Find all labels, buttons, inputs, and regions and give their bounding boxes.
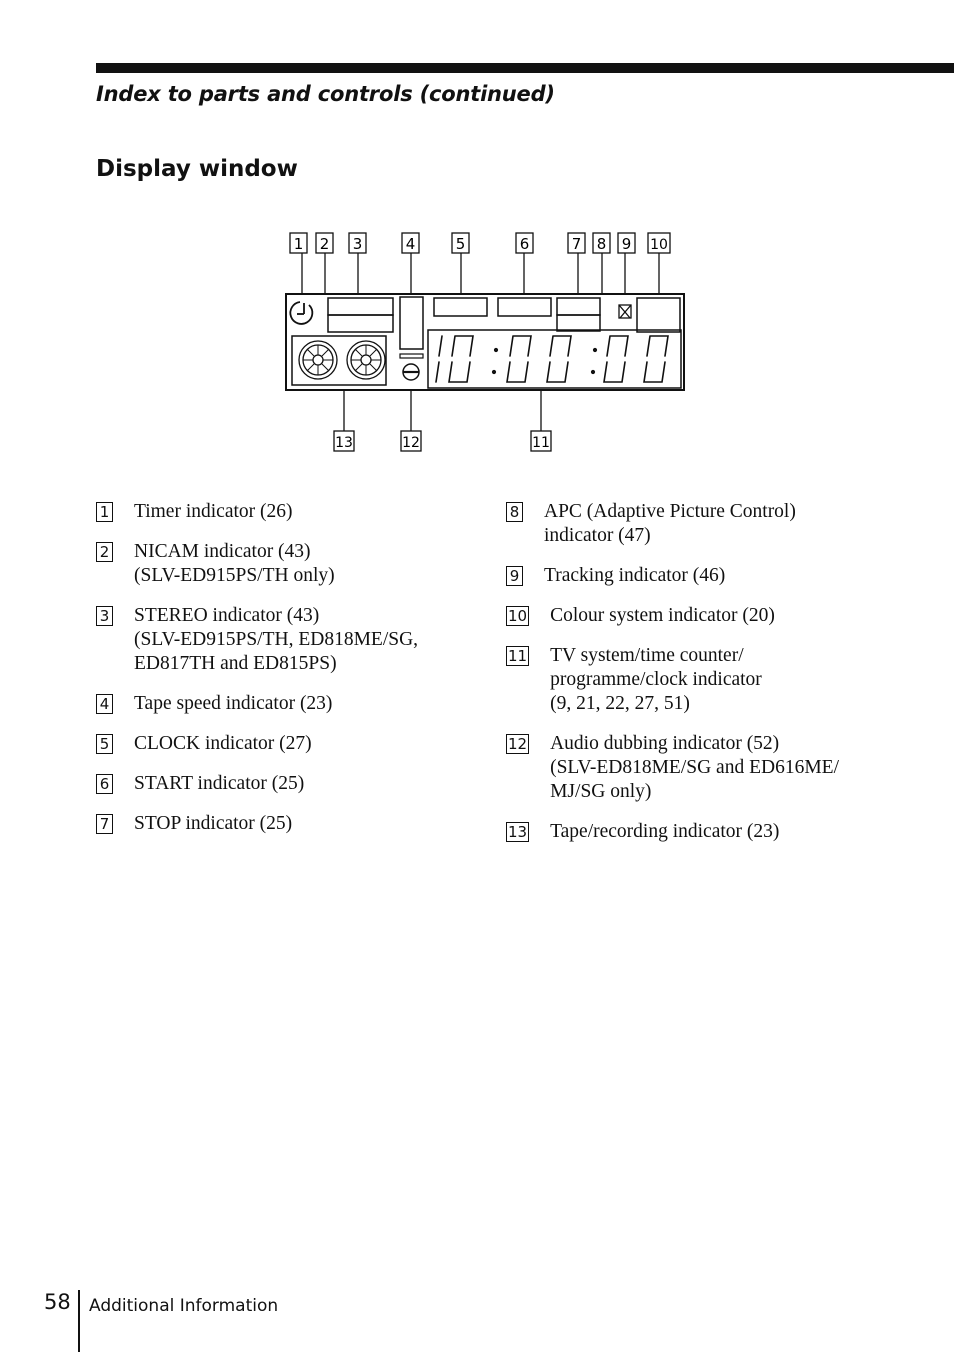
page-number: 58 [44, 1290, 71, 1314]
svg-text:12: 12 [402, 435, 420, 451]
legend-item [506, 604, 866, 628]
legend-text: START indicator (25) [134, 773, 305, 794]
legend-number: 6 [96, 774, 113, 794]
svg-text:8: 8 [596, 235, 607, 253]
svg-text:9: 9 [621, 235, 632, 253]
running-head: Index to parts and controls (continued) [96, 82, 555, 106]
callout-label-8 [593, 233, 610, 253]
section-title: Display window [96, 156, 298, 182]
svg-text:7: 7 [571, 235, 582, 253]
legend-text: Tape speed indicator (23) [134, 693, 333, 714]
footer-section-name: Additional Information [89, 1296, 279, 1316]
legend-text: APC (Adaptive Picture Control) indicator (47) [544, 501, 796, 546]
svg-text:11: 11 [532, 435, 550, 451]
legend-item [96, 732, 476, 756]
legend-item [96, 604, 476, 676]
legend-text: TV system/time counter/ programme/clock indicator (9, 21, 22, 27, 51) [550, 645, 762, 714]
svg-text:1: 1 [293, 235, 304, 253]
legend-item [96, 812, 476, 836]
legend-number: 1 [96, 502, 113, 522]
legend-text: Tape/recording indicator (23) [550, 821, 780, 842]
legend-item [506, 820, 866, 844]
legend-item [96, 540, 476, 588]
legend-item [506, 500, 866, 548]
legend-number: 12 [508, 735, 528, 753]
legend-number: 7 [96, 814, 113, 834]
callout-label-10 [648, 233, 670, 253]
legend-number: 4 [96, 694, 113, 714]
callout-label-6 [516, 233, 533, 253]
legend-text: Audio dubbing indicator (52) (SLV-ED818ME/SG and ED616ME/ MJ/SG only) [550, 733, 839, 802]
legend-number: 10 [508, 607, 528, 625]
svg-text:2: 2 [319, 235, 330, 253]
legend-number: 5 [96, 734, 113, 754]
callout-label-13 [334, 431, 354, 451]
legend-left-column [96, 500, 476, 852]
callout-label-7 [568, 233, 585, 253]
legend-text: CLOCK indicator (27) [134, 733, 312, 754]
callout-label-11 [531, 431, 551, 451]
legend-number: 11 [508, 647, 528, 665]
legend-number: 2 [96, 542, 113, 562]
legend-text: NICAM indicator (43) (SLV-ED915PS/TH only) [134, 541, 335, 586]
svg-text:13: 13 [335, 435, 353, 451]
legend-item [96, 772, 476, 796]
legend-text: Timer indicator (26) [134, 501, 293, 522]
legend-item [506, 564, 866, 588]
legend-item [506, 644, 866, 716]
display-frame [286, 294, 684, 390]
callout-label-12 [401, 431, 421, 451]
legend-number: 9 [506, 566, 523, 586]
svg-text:3: 3 [352, 235, 363, 253]
svg-text:5: 5 [455, 235, 466, 253]
footer-rule [78, 1290, 80, 1352]
svg-text:10: 10 [650, 237, 668, 253]
legend-item [96, 500, 476, 524]
callout-label-9 [618, 233, 635, 253]
legend-item [96, 692, 476, 716]
legend-text: Colour system indicator (20) [550, 605, 775, 626]
callout-label-2 [316, 233, 333, 253]
display-window-diagram [0, 0, 954, 470]
legend-text: STEREO indicator (43) (SLV-ED915PS/TH, ED818ME/SG, ED817TH and ED815PS) [134, 605, 419, 674]
svg-text:4: 4 [405, 235, 416, 253]
svg-text:6: 6 [519, 235, 530, 253]
callout-label-3 [349, 233, 366, 253]
callout-label-1 [290, 233, 307, 253]
callout-label-4 [402, 233, 419, 253]
legend-text: STOP indicator (25) [134, 813, 293, 834]
legend-item [506, 732, 866, 804]
legend-right-column [506, 500, 866, 860]
legend-text: Tracking indicator (46) [544, 565, 726, 586]
legend-number: 3 [96, 606, 113, 626]
legend-number: 13 [508, 823, 528, 841]
legend-number: 8 [506, 502, 523, 522]
callout-label-5 [452, 233, 469, 253]
